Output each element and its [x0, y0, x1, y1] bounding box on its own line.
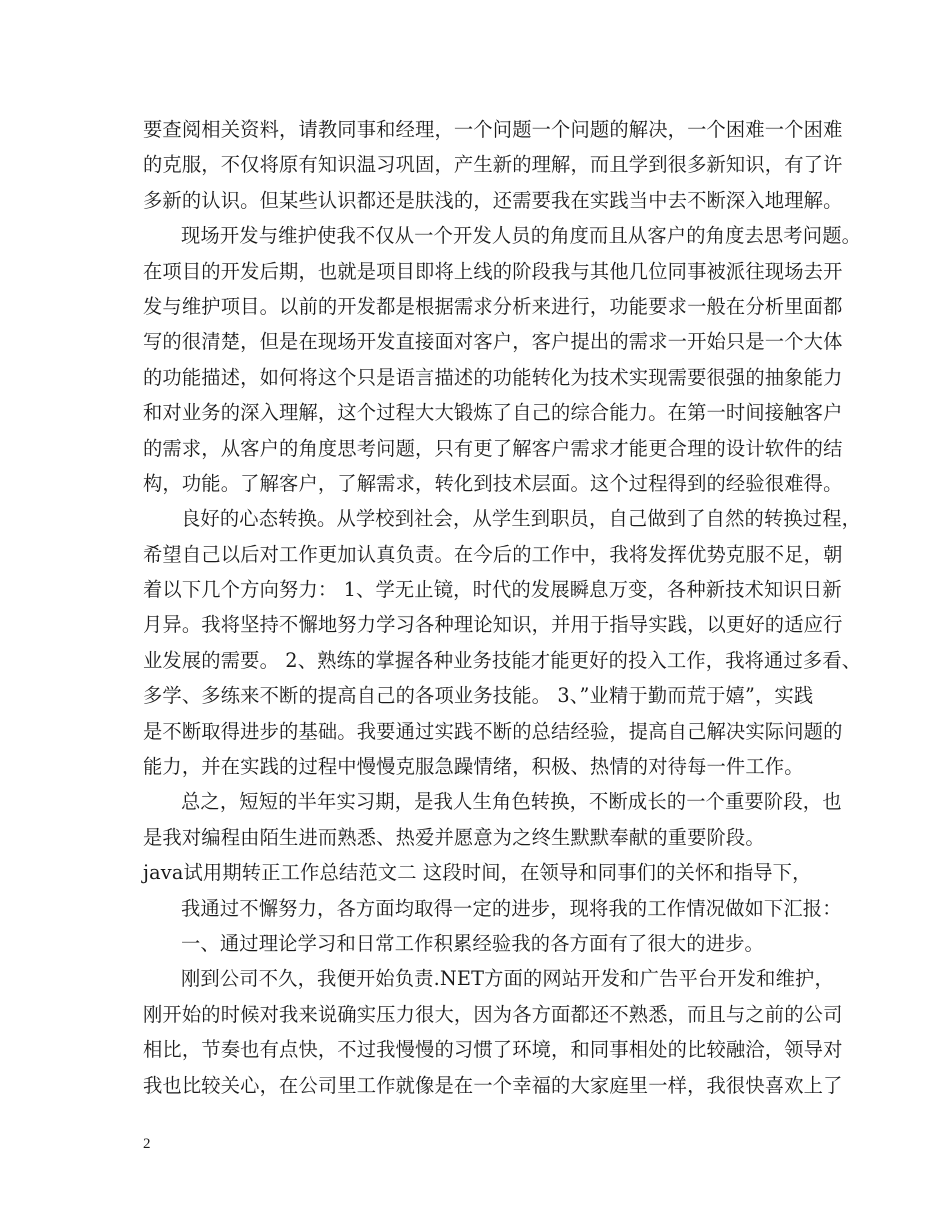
page-number: 2 [143, 1136, 151, 1152]
text-line: 的需求，从客户的角度思考问题，只有更了解客户需求才能更合理的设计软件的结 [143, 436, 843, 460]
text-line: 我也比较关心，在公司里工作就像是在一个幸福的大家庭里一样，我很快喜欢上了 [143, 1073, 843, 1097]
text-line: 在项目的开发后期，也就是项目即将上线的阶段我与其他几位同事被派往现场去开 [143, 259, 843, 283]
text-line: 写的很清楚，但是在现场开发直接面对客户，客户提出的需求一开始只是一个大体 [143, 330, 843, 354]
text-line: 刚到公司不久，我便开始负责.NET方面的网站开发和广告平台开发和维护， [181, 967, 834, 991]
text-line: 月异。我将坚持不懈地努力学习各种理论知识，并用于指导实践，以更好的适应行 [143, 613, 843, 637]
text-line: 现场开发与维护使我不仅从一个开发人员的角度而且从客户的角度去思考问题。 [181, 224, 862, 248]
text-line: 总之，短短的半年实习期，是我人生角色转换，不断成长的一个重要阶段，也 [181, 790, 842, 814]
text-line: 和对业务的深入理解，这个过程大大锻炼了自己的综合能力。在第一时间接触客户 [143, 401, 843, 425]
text-line: 希望自己以后对工作更加认真负责。在今后的工作中，我将发挥优势克服不足，朝 [143, 542, 843, 566]
text-line: 发与维护项目。以前的开发都是根据需求分析来进行，功能要求一般在分析里面都 [143, 294, 843, 318]
text-line: 着以下几个方向努力： 1、学无止镜，时代的发展瞬息万变，各种新技术知识日新 [143, 578, 842, 602]
text-line: 良好的心态转换。从学校到社会，从学生到职员，自己做到了自然的转换过程， [181, 507, 862, 531]
text-line: 的克服，不仅将原有知识温习巩固，产生新的理解，而且学到很多新知识，有了许 [143, 153, 843, 177]
text-line: 多新的认识。但某些认识都还是肤浅的，还需要我在实践当中去不断深入地理解。 [143, 188, 843, 212]
text-line: java试用期转正工作总结范文二 这段时间，在领导和同事们的关怀和指导下， [143, 861, 812, 885]
text-line: 业发展的需要。 2、熟练的掌握各种业务技能才能更好的投入工作，我将通过多看、 [143, 648, 862, 672]
text-line: 要查阅相关资料，请教同事和经理，一个问题一个问题的解决，一个困难一个困难 [143, 118, 843, 141]
text-line: 是我对编程由陌生进而熟悉、热爱并愿意为之终生默默奉献的重要阶段。 [143, 825, 765, 849]
text-line: 相比，节奏也有点快，不过我慢慢的习惯了环境，和同事相处的比较融洽，领导对 [143, 1038, 843, 1062]
text-line: 是不断取得进步的基础。我要通过实践不断的总结经验，提高自己解决实际问题的 [143, 719, 843, 743]
text-line: 的功能描述，如何将这个只是语言描述的功能转化为技术实现需要很强的抽象能力 [143, 365, 843, 389]
text-line: 能力，并在实践的过程中慢慢克服急躁情绪，积极、热情的对待每一件工作。 [143, 755, 804, 779]
document-body [143, 112, 862, 1103]
text-line: 我通过不懈努力，各方面均取得一定的进步，现将我的工作情况做如下汇报： [181, 896, 842, 920]
text-line: 多学、多练来不断的提高自己的各项业务技能。 3、”业精于勤而荒于嬉”，实践 [143, 684, 814, 708]
text-line: 一、通过理论学习和日常工作积累经验我的各方面有了很大的进步。 [181, 931, 764, 955]
text-line: 构，功能。了解客户，了解需求，转化到技术层面。这个过程得到的经验很难得。 [143, 471, 843, 495]
text-line: 刚开始的时候对我来说确实压力很大，因为各方面都还不熟悉，而且与之前的公司 [143, 1002, 843, 1026]
